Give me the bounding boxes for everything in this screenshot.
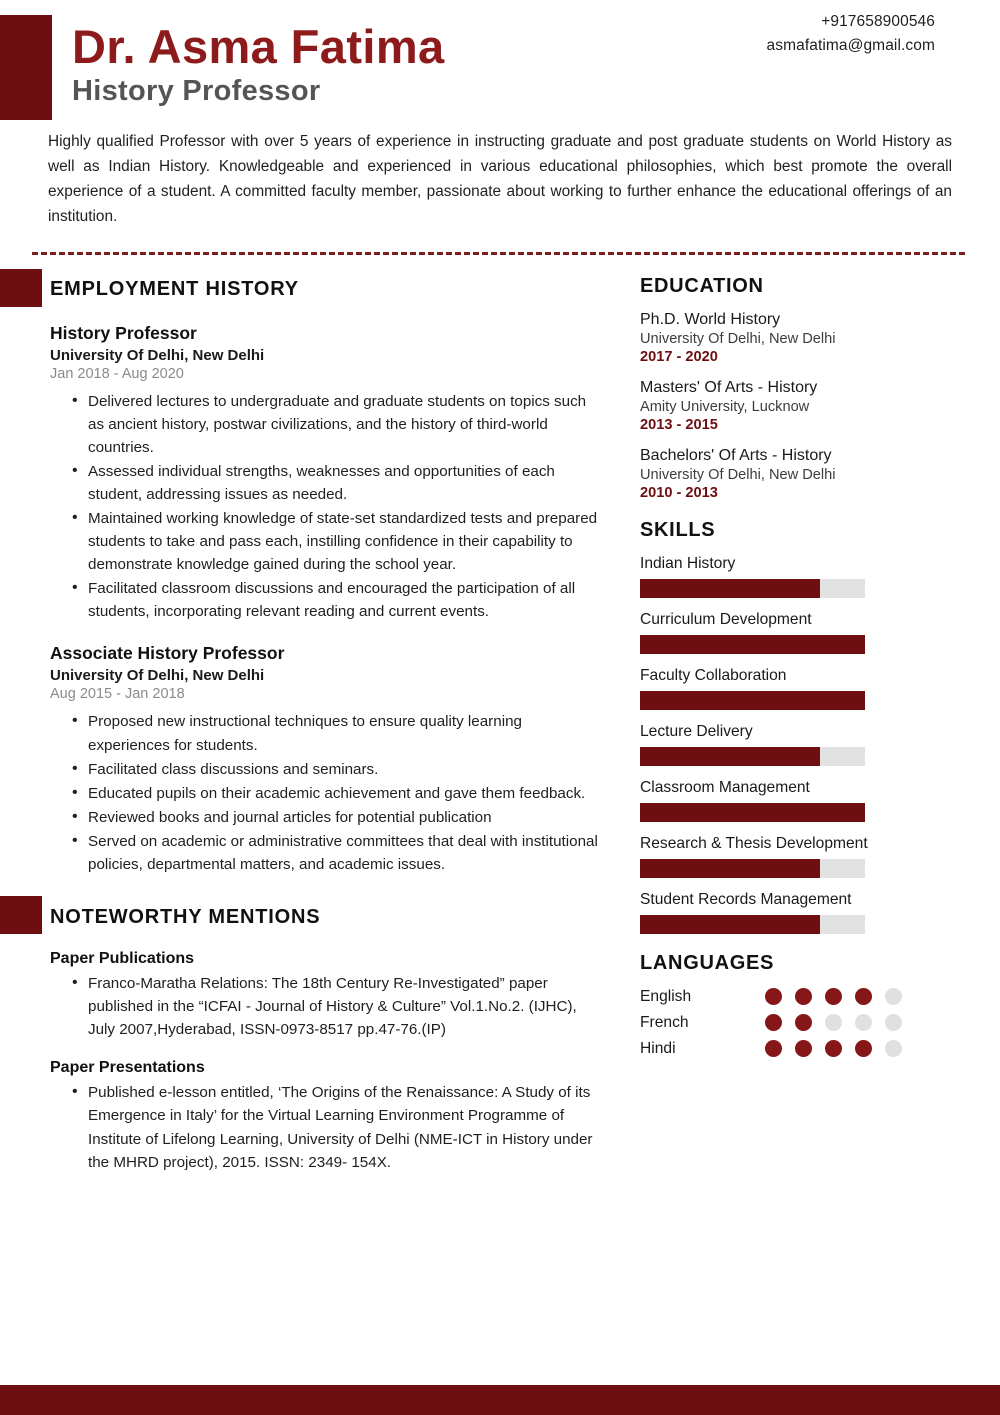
list-item: • Proposed new instructional techniques to ensure quality learning experiences for students. <box>72 710 600 756</box>
level-dot-filled-icon <box>825 988 842 1005</box>
skill-progress-track <box>640 579 865 598</box>
skill-progress-track <box>640 915 865 934</box>
list-item: • Facilitated class discussions and seminars. <box>72 758 600 781</box>
education-section-title: EDUCATION <box>640 274 764 297</box>
level-dot-filled-icon <box>855 1040 872 1057</box>
job-dates: Aug 2015 - Jan 2018 <box>50 686 185 703</box>
skill-progress-track <box>640 635 865 654</box>
footer-bar <box>0 1385 1000 1415</box>
employment-entry <box>50 643 600 876</box>
profile-summary: Highly qualified Professor with over 5 years of experience in instructing graduate and post graduate students on World History as well as Indian History. Knowledgeable and experienced in various educational philosophies, which best promote the overall experience of a student. A committed faculty member, passionate about working to further enhance the educational offerings of an institution. <box>48 132 952 225</box>
education-school: University Of Delhi, New Delhi <box>640 330 836 347</box>
job-dates: Jan 2018 - Aug 2020 <box>50 365 184 382</box>
skill-progress-fill <box>640 635 865 654</box>
education-years: 2010 - 2013 <box>640 484 718 501</box>
skill-progress-fill <box>640 803 865 822</box>
skill-label: Faculty Collaboration <box>640 666 787 684</box>
list-item: • Served on academic or administrative committees that deal with institutional policies, departmental matters, and academic issues. <box>72 830 600 876</box>
noteworthy-group-heading: Paper Presentations <box>50 1059 205 1077</box>
language-row <box>640 1014 1000 1032</box>
employment-entry <box>50 323 600 624</box>
education-school: University Of Delhi, New Delhi <box>640 466 836 483</box>
languages-list <box>640 988 1000 1058</box>
skill-label: Research & Thesis Development <box>640 834 868 852</box>
left-column <box>0 269 640 1192</box>
email-text: asmafatima@gmail.com <box>766 37 935 55</box>
job-bullet-list <box>50 710 600 876</box>
list-item: • Franco-Maratha Relations: The 18th Century Re-Investigated” paper published in the “ICFAI - Journal of History & Culture” Vol.1.No.2. (IJHC), July 2007,Hyderabad, ISSN-0973-8517 pp.47-76.(IP) <box>72 972 600 1041</box>
level-dot-empty-icon <box>855 1014 872 1031</box>
employment-list <box>0 323 640 877</box>
skill-label: Classroom Management <box>640 778 810 796</box>
skill-item <box>640 555 1000 598</box>
dashed-divider <box>32 252 965 255</box>
job-bullet-list <box>50 390 600 624</box>
skill-label: Lecture Delivery <box>640 722 753 740</box>
job-organization: University Of Delhi, New Delhi <box>50 667 265 685</box>
section-accent-square <box>0 896 42 934</box>
level-dot-empty-icon <box>885 988 902 1005</box>
resume-header <box>0 0 1000 108</box>
page-title: Dr. Asma Fatima <box>72 20 445 73</box>
noteworthy-list <box>0 950 640 1174</box>
education-years: 2013 - 2015 <box>640 416 718 433</box>
level-dot-empty-icon <box>885 1040 902 1057</box>
skill-label: Student Records Management <box>640 890 852 908</box>
skill-item <box>640 779 1000 822</box>
skill-item <box>640 891 1000 934</box>
list-item: • Facilitated classroom discussions and encouraged the participation of all students, incorporating relevant reading and current events. <box>72 577 600 623</box>
skills-section <box>640 519 1000 934</box>
noteworthy-group-heading: Paper Publications <box>50 950 195 968</box>
skill-progress-fill <box>640 579 820 598</box>
level-dot-filled-icon <box>795 988 812 1005</box>
education-degree: Masters' Of Arts - History <box>640 378 818 396</box>
skill-progress-fill <box>640 747 820 766</box>
education-years: 2017 - 2020 <box>640 348 718 365</box>
list-item: • Reviewed books and journal articles for potential publication <box>72 806 600 829</box>
section-accent-square <box>0 269 42 307</box>
job-role: History Professor <box>50 322 197 343</box>
skill-progress-fill <box>640 691 865 710</box>
phone-text: +917658900546 <box>821 13 935 30</box>
skill-label: Indian History <box>640 554 736 572</box>
education-school: Amity University, Lucknow <box>640 398 810 415</box>
skills-section-title: SKILLS <box>640 518 716 541</box>
list-item: • Maintained working knowledge of state-set standardized tests and prepared students to take and pass each, instilling confidence in their capability to demonstrate knowledge gained during the school year. <box>72 507 600 576</box>
list-item: • Delivered lectures to undergraduate and graduate students on topics such as ancient history, postwar civilizations, and the history of third-world countries. <box>72 390 600 459</box>
education-entry <box>640 379 1000 433</box>
noteworthy-bullet-list <box>50 1081 600 1173</box>
contact-block <box>767 10 935 58</box>
skill-progress-track <box>640 803 865 822</box>
language-name: Hindi <box>640 1039 676 1057</box>
noteworthy-section-title: NOTEWORTHY MENTIONS <box>50 905 321 928</box>
level-dot-filled-icon <box>795 1040 812 1057</box>
skill-item <box>640 835 1000 878</box>
right-sidebar <box>640 269 1000 1076</box>
level-dot-empty-icon <box>885 1014 902 1031</box>
language-row <box>640 988 1000 1006</box>
noteworthy-group <box>50 950 600 1041</box>
education-entry <box>640 447 1000 501</box>
education-degree: Bachelors' Of Arts - History <box>640 446 832 464</box>
job-role: Associate History Professor <box>50 643 285 664</box>
level-dot-empty-icon <box>825 1014 842 1031</box>
body-columns <box>0 269 1000 1192</box>
noteworthy-bullet-list <box>50 972 600 1041</box>
languages-section-title: LANGUAGES <box>640 951 775 974</box>
level-dot-filled-icon <box>765 1014 782 1031</box>
education-degree: Ph.D. World History <box>640 310 781 328</box>
language-level-dots <box>765 1040 902 1057</box>
employment-section-header <box>0 269 640 311</box>
level-dot-filled-icon <box>765 988 782 1005</box>
noteworthy-group <box>50 1059 600 1173</box>
skill-progress-fill <box>640 859 820 878</box>
level-dot-filled-icon <box>765 1040 782 1057</box>
skill-label: Curriculum Development <box>640 610 812 628</box>
skill-item <box>640 723 1000 766</box>
job-organization: University Of Delhi, New Delhi <box>50 346 265 364</box>
level-dot-filled-icon <box>795 1014 812 1031</box>
language-level-dots <box>765 1014 902 1031</box>
job-title-subtitle: History Professor <box>72 74 321 107</box>
header-accent-bar <box>0 15 52 120</box>
skill-progress-track <box>640 859 865 878</box>
list-item: • Educated pupils on their academic achievement and gave them feedback. <box>72 782 600 805</box>
skill-item <box>640 667 1000 710</box>
skill-progress-track <box>640 747 865 766</box>
list-item: • Assessed individual strengths, weaknesses and opportunities of each student, addressing issues as needed. <box>72 460 600 506</box>
skill-item <box>640 611 1000 654</box>
skill-progress-fill <box>640 915 820 934</box>
education-section <box>640 275 1000 501</box>
skills-list <box>640 555 1000 934</box>
language-name: French <box>640 1013 689 1031</box>
employment-section-title: EMPLOYMENT HISTORY <box>50 278 299 301</box>
noteworthy-section-header <box>0 896 640 938</box>
list-item: • Published e-lesson entitled, ‘The Origins of the Renaissance: A Study of its Emergence in Italy’ for the Virtual Learning Environment Programme of Institute of Lifelong Learning, University of Delhi (NME-ICT in History under the MHRD project), 2015. ISSN: 2349- 154X. <box>72 1081 600 1173</box>
level-dot-filled-icon <box>825 1040 842 1057</box>
language-name: English <box>640 987 692 1005</box>
language-row <box>640 1040 1000 1058</box>
languages-section <box>640 952 1000 1058</box>
education-entry <box>640 311 1000 365</box>
language-level-dots <box>765 988 902 1005</box>
skill-progress-track <box>640 691 865 710</box>
level-dot-filled-icon <box>855 988 872 1005</box>
